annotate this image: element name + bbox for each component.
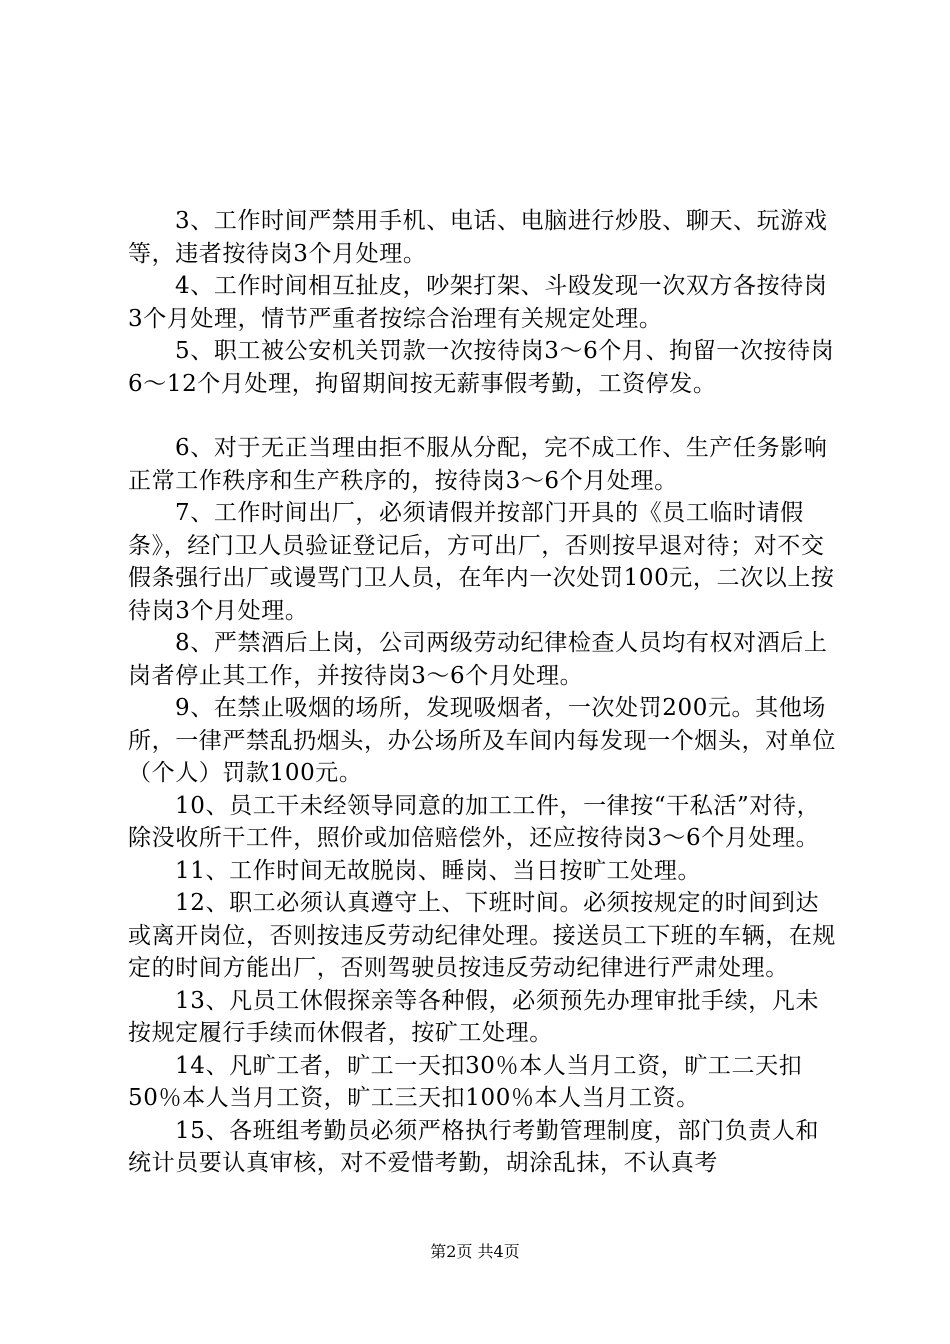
paragraph-15: 15、各班组考勤员必须严格执行考勤管理制度，部门负责人和统计员要认真审核，对不爱惜考勤，胡涂乱抹，不认真考 bbox=[128, 1117, 820, 1176]
paragraph-5: 5、职工被公安机关罚款一次按待岗3～6个月、拘留一次按待岗6～12个月处理，拘留期间按无薪事假考勤，工资停发。 bbox=[128, 338, 835, 397]
paragraph-9: 9、在禁止吸烟的场所，发现吸烟者，一次处罚200元。其他场所，一律严禁乱扔烟头，办公场所及车间内每发现一个烟头，对单位（个人）罚款100元。 bbox=[128, 695, 836, 786]
paragraph-7: 7、工作时间出厂，必须请假并按部门开具的《员工临时请假条》，经门卫人员验证登记后，方可出厂，否则按早退对待；对不交假条强行出厂或谩骂门卫人员，在年内一次处罚100元，二次以上按待岗3个月处理。 bbox=[128, 500, 835, 624]
paragraph-10: 10、员工干未经领导同意的加工工件，一律按“干私活”对待，除没收所干工件，照价或加倍赔偿外，还应按待岗3～6个月处理。 bbox=[128, 792, 821, 851]
page-footer: 第2页 共4页 bbox=[430, 1242, 520, 1261]
paragraph-14: 14、凡旷工者，旷工一天扣30％本人当月工资，旷工二天扣50％本人当月工资，旷工三天扣100％本人当月工资。 bbox=[128, 1052, 803, 1111]
paragraph-12: 12、职工必须认真遵守上、下班时间。必须按规定的时间到达或离开岗位，否则按违反劳动纪律处理。接送员工下班的车辆，在规定的时间方能出厂，否则驾驶员按违反劳动纪律进行严肃处理。 bbox=[128, 890, 836, 981]
paragraph-11: 11、工作时间无故脱岗、睡岗、当日按旷工处理。 bbox=[175, 857, 702, 884]
paragraph-8: 8、严禁酒后上岗，公司两级劳动纪律检查人员均有权对酒后上岗者停止其工作，并按待岗3～6个月处理。 bbox=[128, 630, 828, 689]
paragraph-13: 13、凡员工休假探亲等各种假，必须预先办理审批手续，凡未按规定履行手续而休假者，按矿工处理。 bbox=[128, 987, 820, 1046]
paragraph-6: 6、对于无正当理由拒不服从分配，完不成工作、生产任务影响正常工作秩序和生产秩序的，按待岗3～6个月处理。 bbox=[128, 435, 828, 494]
paragraph-4: 4、工作时间相互扯皮，吵架打架、斗殴发现一次双方各按待岗3个月处理，情节严重者按综合治理有关规定处理。 bbox=[128, 273, 828, 332]
document-body bbox=[128, 205, 840, 1180]
paragraph-3: 3、工作时间严禁用手机、电话、电脑进行炒股、聊天、玩游戏等，违者按待岗3个月处理。 bbox=[128, 208, 828, 267]
